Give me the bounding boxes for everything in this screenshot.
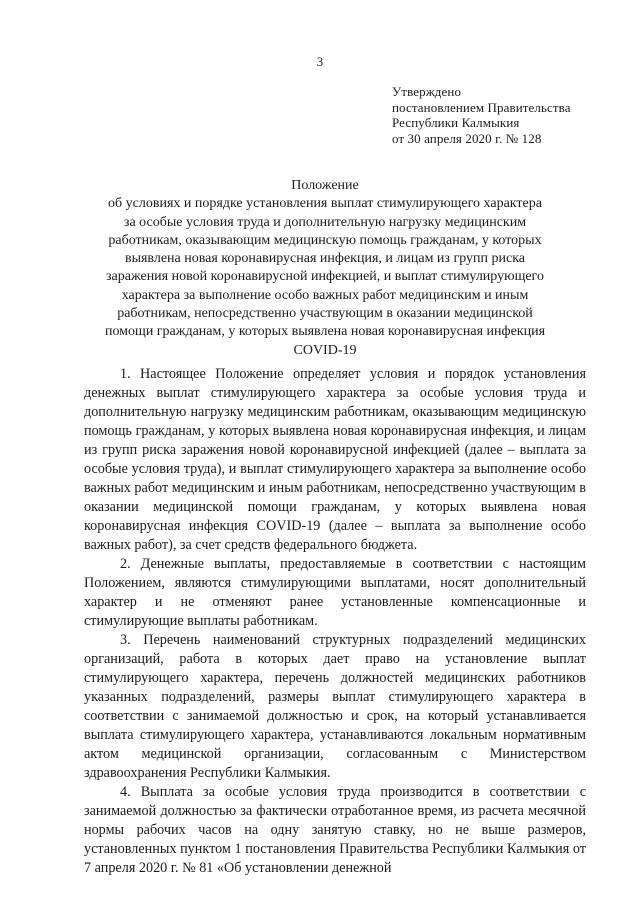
paragraph-2: 2. Денежные выплаты, предоставляемые в соответствии с настоящим Положением, являются стимулирующими выплатами, носят дополнительный характер и не отменяют ранее установленные компенсационные и стимулирующие выплаты работникам. [84, 556, 586, 629]
title-heading: Положение [291, 178, 359, 193]
approval-line: постановлением Правительства [392, 99, 571, 115]
approval-line: Утверждено [392, 84, 462, 99]
paragraph-3: 3. Перечень наименований структурных подразделений медицинских организаций, работа в которых дает право на установление выплат стимулирующего характера, перечень должностей медицинских работников указанных подразделений, размеры выплат стимулирующего характера в соответствии с занимаемой должностью и срок, на который устанавливается выплата стимулирующего характера, устанавливаются локальным нормативным актом медицинской организации, согласованным с Министерством здравоохранения Республики Калмыкия. [84, 632, 586, 781]
page-number: 3 [316, 54, 324, 69]
paragraph-1: 1. Настоящее Положение определяет условия и порядок установления денежных выплат стимулирующего характера за особые условия труда и дополнительную нагрузку медицинским работникам, оказывающим медицинскую помощь гражданам, у которых выявлена новая коронавирусная инфекция, и лицам из групп риска заражения новой коронавирусной инфекцией (далее – выплата за особые условия труда), и выплат стимулирующего характера за выполнение особо важных работ медицинским и иным работникам, непосредственно участвующим в оказании медицинской помощи гражданам, у которых выявлена новая коронавирусная инфекция COVID-19 (далее – выплата за выполнение особо важных работ), за счет средств федерального бюджета. [84, 366, 586, 553]
title-line: об условиях и порядке установления выплат стимулирующего характера [108, 196, 542, 212]
document-title [100, 177, 550, 360]
title-line: работникам, непосредственно участвующим в оказании медицинской [117, 306, 533, 322]
document-body [84, 365, 586, 878]
approval-line: Республики Калмыкия [392, 115, 520, 130]
approval-stamp [392, 84, 571, 146]
title-line: помощи гражданам, у которых выявлена новая коронавирусная инфекция [104, 324, 546, 340]
title-line: за особые условия труда и дополнительную нагрузку медицинским [123, 214, 527, 230]
title-line: характера за выполнение особо важных работ медицинским и иным [121, 287, 529, 303]
title-line: заражения новой коронавирусной инфекцией, и выплат стимулирующего [106, 269, 544, 285]
title-line: работникам, оказывающим медицинскую помощь гражданам, у которых [108, 232, 542, 248]
approval-line: от 30 апреля 2020 г. № 128 [392, 130, 542, 146]
paragraph-4: 4. Выплата за особые условия труда производится в соответствии с занимаемой должностью за фактически отработанное время, из расчета месячной нормы рабочих часов на одну занятую ставку, но не выше размеров, установленных пунктом 1 постановления Правительства Республики Калмыкия от 7 апреля 2020 г. № 81 «Об установлении денежной [84, 784, 586, 876]
title-line: выявлена новая коронавирусная инфекция, и лицам из групп риска [124, 251, 526, 267]
title-line: COVID-19 [293, 342, 357, 358]
